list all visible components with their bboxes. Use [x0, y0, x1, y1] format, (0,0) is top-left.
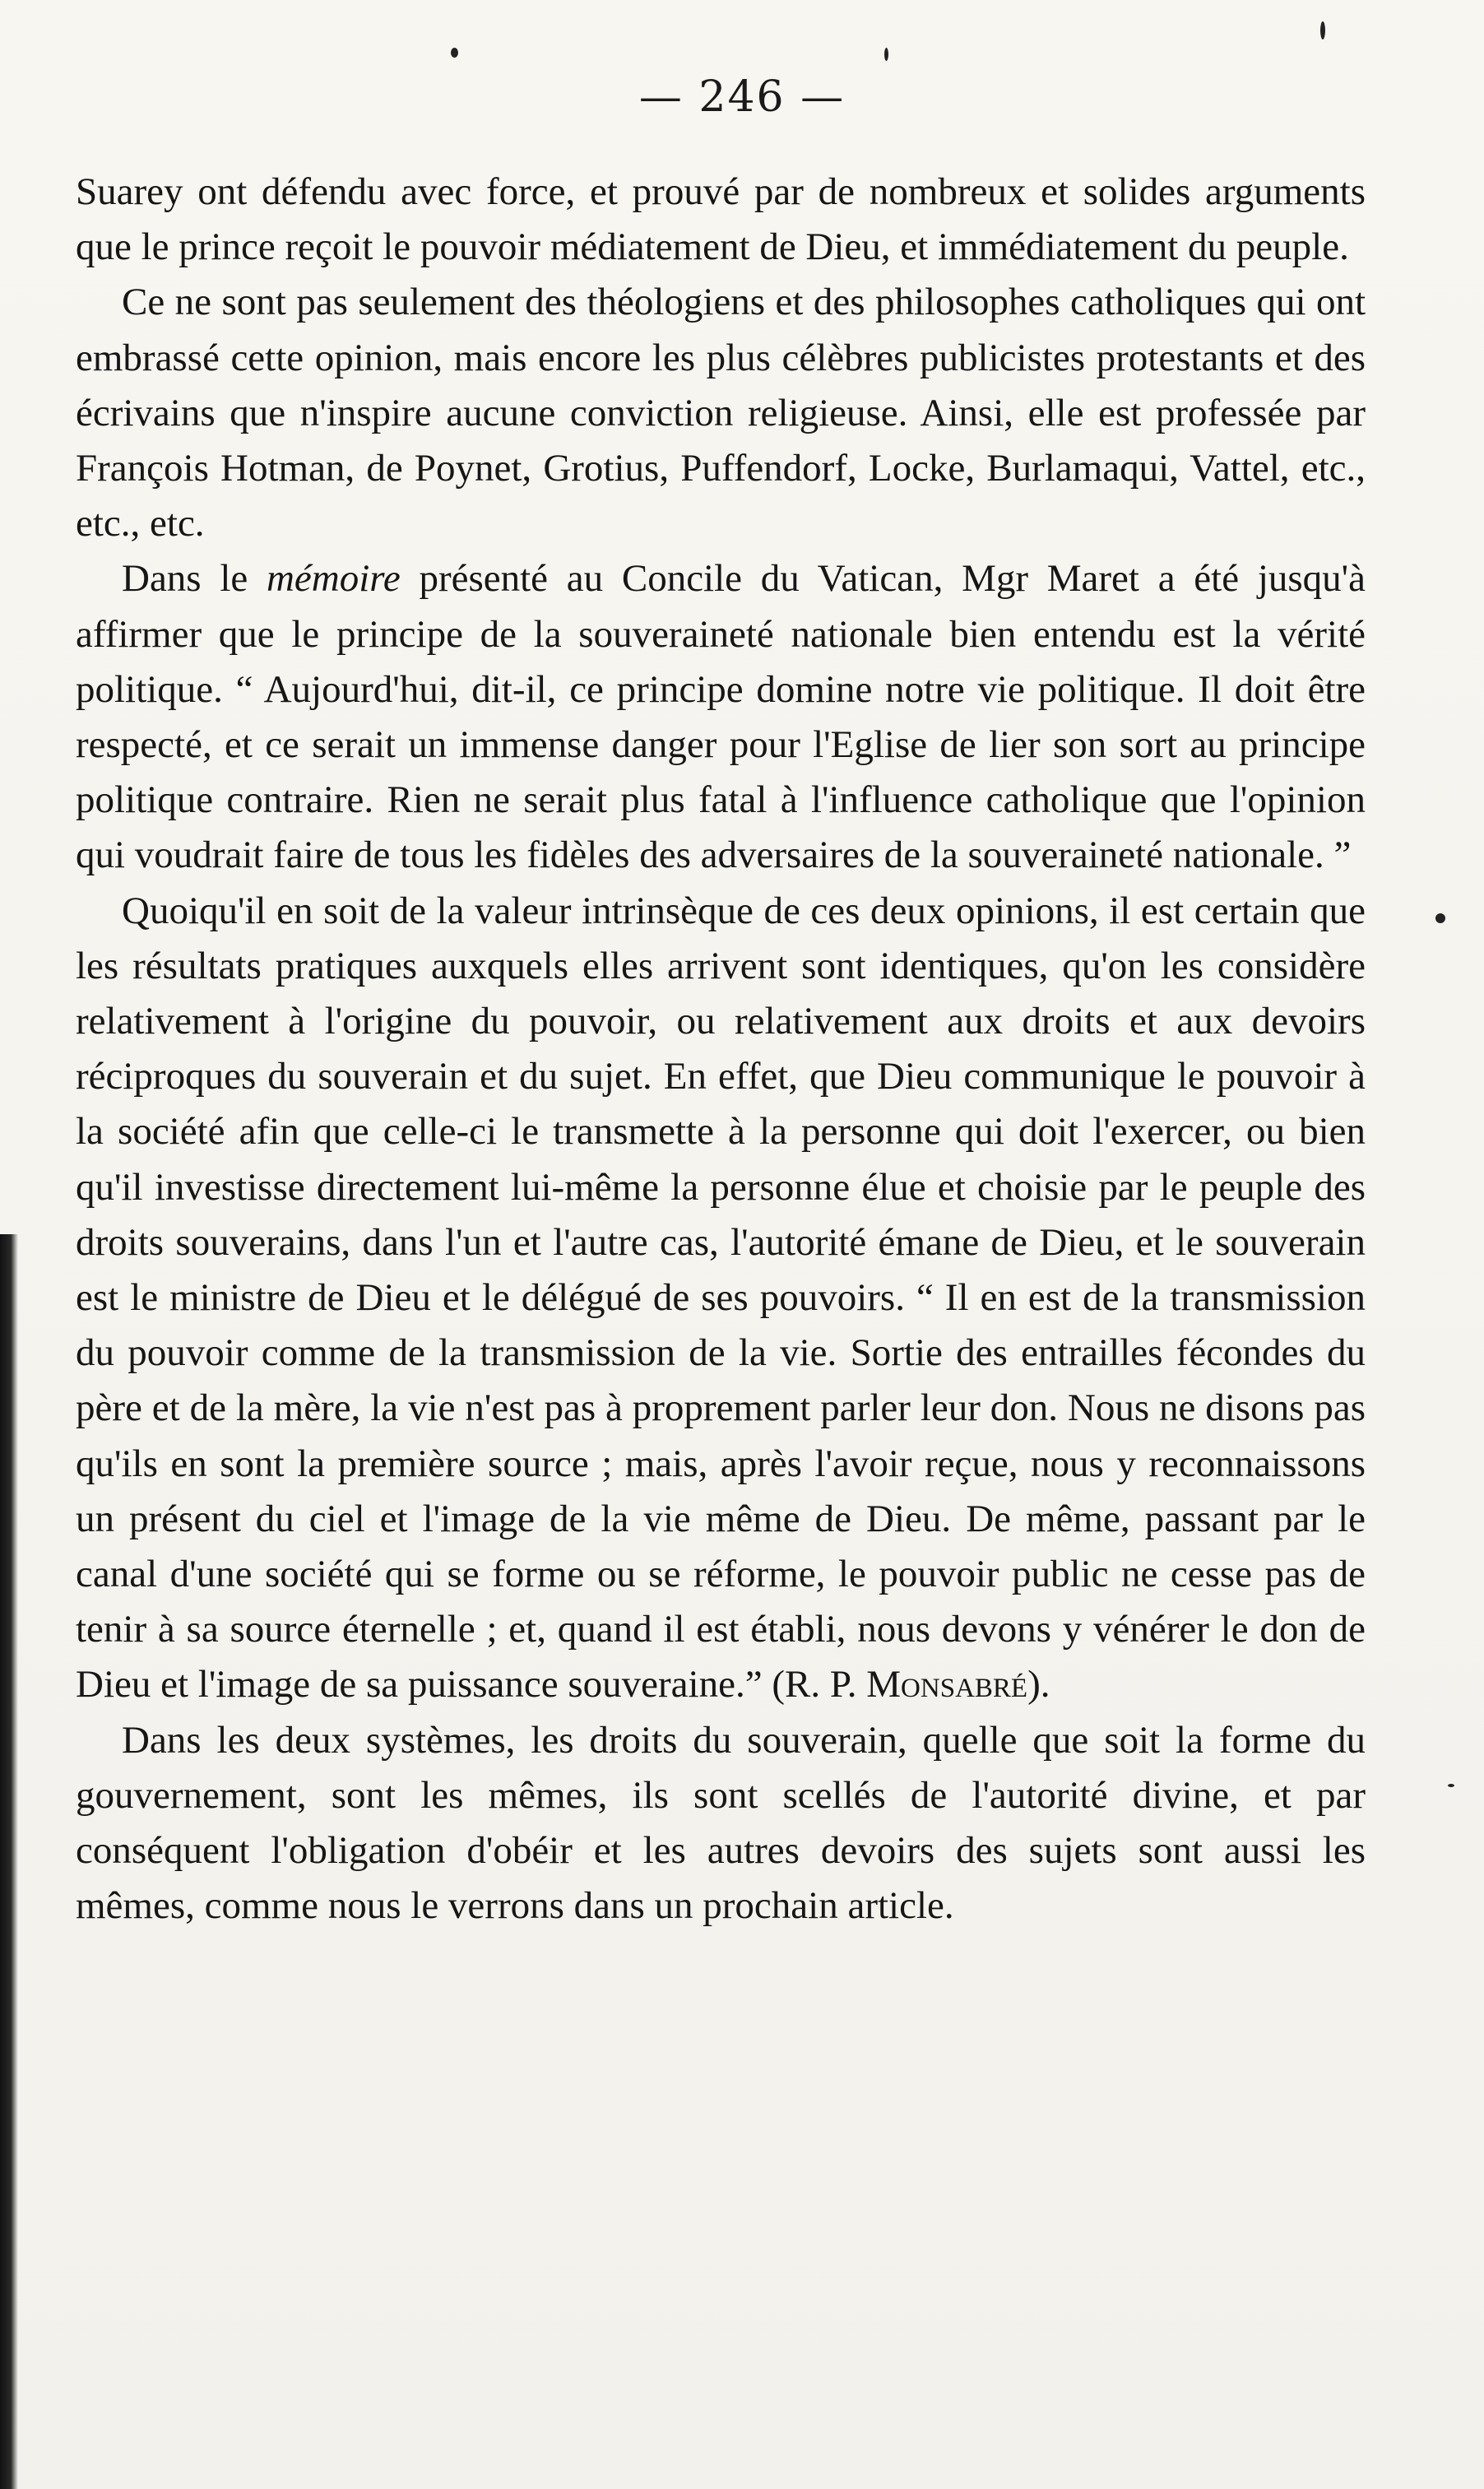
body-text — [76, 165, 1366, 1934]
paragraph-5: Dans les deux systèmes, les droits du souverain, quelle que soit la forme du gouvernement, sont les mêmes, ils sont scellés de l'autorité divine, et par conséquent l'obligation d'obéir et les autres devoirs des sujets sont aussi les mêmes, comme nous le verrons dans un prochain article. — [76, 1718, 1366, 1928]
memoire-italic: mémoire — [266, 557, 401, 601]
author-citation: Monsabré — [866, 1663, 1028, 1707]
paragraph-4-body: Quoiqu'il en soit de la valeur intrinsèque de ces deux opinions, il est certain que les résultats pratiques auxquels elles arrivent sont identiques, qu'on les considère relativement à l'origine du pouvoir, ou relativement aux droits et aux devoirs réciproques du souverain et du sujet. En effet, que Dieu communique le pouvoir à la société afin que celle-ci le transmette à la personne qui doit l'exercer, ou bien qu'il investisse directement lui-même la personne élue et choisie par le peuple des droits souverains, dans l'un et l'autre cas, l'autorité émane de Dieu, et le souverain est le ministre de Dieu et le délégué de ses pouvoirs. “ Il en est de la transmission du pouvoir comme de la transmission de la vie. Sortie des entrailles fécondes du père et de la mère, la vie n'est pas à proprement parler leur don. Nous ne disons pas qu'ils en sont la première source ; mais, après l'avoir reçue, nous y reconnaissons un présent du ciel et l'image de la vie même de Dieu. De même, passant par le canal d'une société qui se forme ou se réforme, le pouvoir public ne cesse pas de tenir à sa source éternelle ; et, quand il est établi, nous devons y vénérer le don de Dieu et l'image de sa puissance souveraine.” (R. P. — [76, 889, 1366, 1707]
book-spine-shadow — [0, 1234, 18, 2489]
print-speck — [1320, 21, 1325, 39]
paragraph-2: Ce ne sont pas seulement des théologiens et des philosophes catholiques qui ont embrassé cette opinion, mais encore les plus célèbres publicistes protestants et des écrivains que n'inspire aucune conviction religieuse. Ainsi, elle est professée par François Hotman, de Poynet, Grotius, Puffendorf, Locke, Burlamaqui, Vattel, etc., etc., etc. — [76, 281, 1366, 546]
print-speck — [884, 48, 888, 61]
paragraph-3-start: Dans le — [122, 557, 267, 601]
print-speck — [1448, 1784, 1454, 1787]
paragraph-3-rest: présenté au Concile du Vatican, Mgr Maret a été jusqu'à affirmer que le principe de la souveraineté nationale bien entendu est la vérité politique. “ Aujourd'hui, dit-il, ce principe domine notre vie politique. Il doit être respecté, et ce serait un immense danger pour l'Eglise de lier son sort au principe politique contraire. Rien ne serait plus fatal à l'influence catholique que l'opinion qui voudrait faire de tous les fidèles des adversaires de la souveraineté nationale. ” — [76, 557, 1366, 877]
print-speck — [1435, 913, 1445, 923]
paragraph-4-end: ). — [1027, 1663, 1050, 1707]
page-number: — 246 — — [638, 72, 846, 122]
paragraph-4 — [76, 884, 1366, 1713]
paragraph-1: Suarey ont défendu avec force, et prouvé par de nombreux et solides arguments que le prince reçoit le pouvoir médiatement de Dieu, et immédiatement du peuple. — [76, 170, 1366, 269]
print-speck — [451, 48, 458, 58]
paragraph-3 — [76, 551, 1366, 883]
